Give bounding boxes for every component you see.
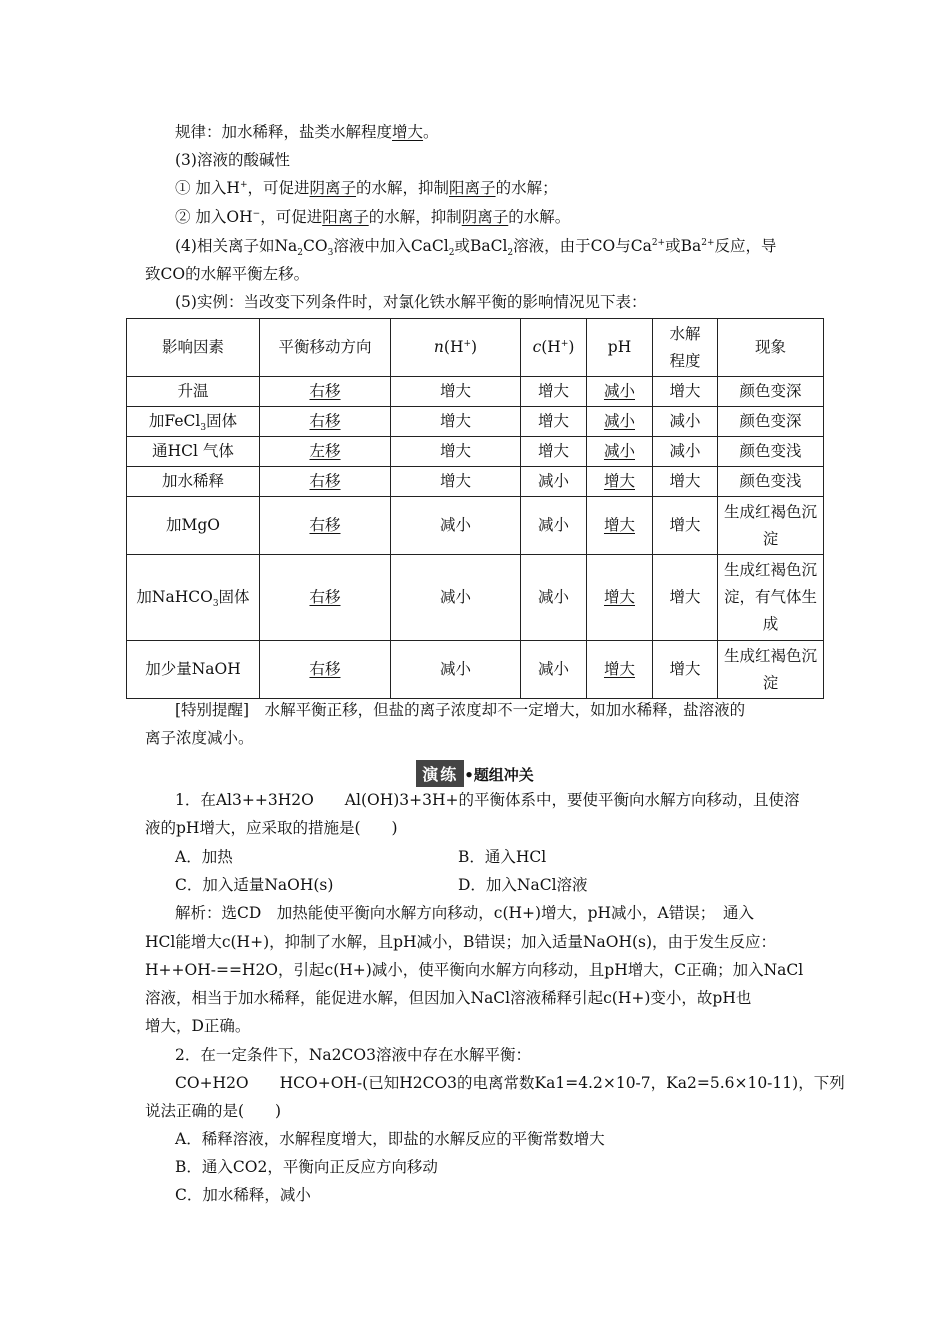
cell-factor: 加水稀释 (127, 467, 260, 497)
cell-n: 增大 (391, 467, 521, 497)
section3-title: (3)溶液的酸碱性 (175, 151, 290, 169)
reminder-line2: 离子浓度减小。 (145, 729, 254, 747)
cell-factor: 加FeCl$_3$固体 (127, 407, 260, 437)
q1-line2: 液的pH增大，应采取的措施是( ) (145, 819, 398, 837)
header-c-h: c(H+) (521, 319, 587, 377)
analysis-line3: H++OH-==H2O，引起c(H+)减小，使平衡向水解方向移动，且pH增大，C正确；加入NaCl (145, 961, 804, 979)
header-phenomenon: 现象 (718, 319, 824, 377)
q2-option-a: A．稀释溶液，水解程度增大，即盐的水解反应的平衡常数增大 (175, 1130, 605, 1148)
cell-n: 增大 (391, 407, 521, 437)
cell-n: 减小 (391, 497, 521, 555)
q1-line1: 1．在Al3++3H2O Al(OH)3+3H+的平衡体系中，要使平衡向水解方向移动，且使溶 (175, 791, 800, 809)
cell-n: 减小 (391, 555, 521, 641)
fecl3-hydrolysis-table (126, 318, 824, 699)
item2-line: ② 加入OH−，可促进阳离子的水解，抑制阴离子的水解。 (175, 208, 571, 226)
cell-factor: 通HCl 气体 (127, 437, 260, 467)
cell-phenomenon: 颜色变深 (718, 407, 824, 437)
cell-ph: 增大 (587, 555, 653, 641)
table-row (127, 641, 824, 699)
cell-degree: 增大 (653, 641, 718, 699)
cell-phenomenon: 生成红褐色沉淀，有气体生成 (718, 555, 824, 641)
cell-ph: 减小 (587, 437, 653, 467)
cell-factor: 加NaHCO$_3$固体 (127, 555, 260, 641)
cell-n: 减小 (391, 641, 521, 699)
header-ph: pH (587, 319, 653, 377)
practice-label: 演练 (416, 760, 464, 787)
table-row (127, 437, 824, 467)
q1-option-a: A．加热 B．通入HCl (175, 845, 855, 869)
table-row (127, 407, 824, 437)
rule-line: 规律：加水稀释，盐类水解程度增大。 (175, 123, 439, 141)
cell-direction: 右移 (260, 497, 391, 555)
table-row (127, 497, 824, 555)
table-row (127, 555, 824, 641)
q2-option-b: B．通入CO2，平衡向正反应方向移动 (175, 1158, 438, 1176)
cell-direction: 右移 (260, 555, 391, 641)
cell-c: 减小 (521, 641, 587, 699)
q1-option-d: D．加入NaCl溶液 (458, 876, 588, 894)
cell-phenomenon: 颜色变浅 (718, 437, 824, 467)
cell-factor: 加少量NaOH (127, 641, 260, 699)
header-degree: 水解 程度 (653, 319, 718, 377)
cell-n: 增大 (391, 437, 521, 467)
cell-c: 增大 (521, 407, 587, 437)
item1-line: ① 加入H+，可促进阴离子的水解，抑制阳离子的水解； (175, 179, 558, 197)
cell-factor: 加MgO (127, 497, 260, 555)
cell-c: 减小 (521, 467, 587, 497)
cell-degree: 增大 (653, 467, 718, 497)
q1-option-b: B．通入HCl (458, 848, 547, 866)
q2-line2: CO+H2O HCO+OH-(已知H2CO3的电离常数Ka1=4.2×10-7，Ka2=5.6×10-11)，下列 (175, 1074, 845, 1092)
analysis-line5: 增大，D正确。 (145, 1017, 251, 1035)
cell-phenomenon: 颜色变深 (718, 377, 824, 407)
q2-line3: 说法正确的是( ) (145, 1102, 282, 1120)
cell-direction: 右移 (260, 467, 391, 497)
cell-degree: 增大 (653, 377, 718, 407)
q2-option-c: C．加水稀释，减小 (175, 1186, 311, 1204)
cell-phenomenon: 生成红褐色沉淀 (718, 497, 824, 555)
table-row (127, 467, 824, 497)
section5-title: (5)实例：当改变下列条件时，对氯化铁水解平衡的影响情况见下表： (175, 293, 647, 311)
cell-direction: 左移 (260, 437, 391, 467)
cell-degree: 减小 (653, 437, 718, 467)
cell-c: 减小 (521, 497, 587, 555)
cell-factor: 升温 (127, 377, 260, 407)
cell-phenomenon: 生成红褐色沉淀 (718, 641, 824, 699)
cell-degree: 增大 (653, 555, 718, 641)
cell-degree: 增大 (653, 497, 718, 555)
cell-degree: 减小 (653, 407, 718, 437)
q1-option-c: C．加入适量NaOH(s) D．加入NaCl溶液 (175, 873, 855, 897)
q2-line1: 2．在一定条件下，Na2CO3溶液中存在水解平衡： (175, 1046, 531, 1064)
header-n-h: n(H+) (391, 319, 521, 377)
cell-ph: 减小 (587, 407, 653, 437)
reminder-line1: [特别提醒] 水解平衡正移，但盐的离子浓度却不一定增大，如加水稀释，盐溶液的 (175, 701, 746, 719)
practice-banner (0, 760, 950, 787)
cell-direction: 右移 (260, 377, 391, 407)
cell-ph: 增大 (587, 497, 653, 555)
header-factor: 影响因素 (127, 319, 260, 377)
cell-c: 增大 (521, 377, 587, 407)
table-row (127, 377, 824, 407)
header-direction: 平衡移动方向 (260, 319, 391, 377)
analysis-line4: 溶液，相当于加水稀释，能促进水解，但因加入NaCl溶液稀释引起c(H+)变小，故pH也 (145, 989, 752, 1007)
cell-direction: 右移 (260, 641, 391, 699)
cell-ph: 减小 (587, 377, 653, 407)
cell-n: 增大 (391, 377, 521, 407)
analysis-line2: HCl能增大c(H+)，抑制了水解，且pH减小，B错误；加入适量NaOH(s)，由于发生反应： (145, 933, 777, 951)
analysis-line1: 解析：选CD 加热能使平衡向水解方向移动，c(H+)增大，pH减小，A错误； 通入 (175, 904, 754, 922)
cell-ph: 增大 (587, 467, 653, 497)
cell-c: 减小 (521, 555, 587, 641)
cell-phenomenon: 颜色变浅 (718, 467, 824, 497)
section4-line1: (4)相关离子如$Na_2CO_3$溶液中加入CaCl$_2$或BaCl$_2$溶液，由于CO与$Ca^{2+}$或$Ba^{2+}$反应，导 (175, 237, 777, 259)
table-header-row (127, 319, 824, 377)
section4-line2: 致CO的水解平衡左移。 (145, 265, 310, 283)
cell-c: 增大 (521, 437, 587, 467)
cell-ph: 增大 (587, 641, 653, 699)
practice-title: •题组冲关 (464, 766, 534, 784)
cell-direction: 右移 (260, 407, 391, 437)
